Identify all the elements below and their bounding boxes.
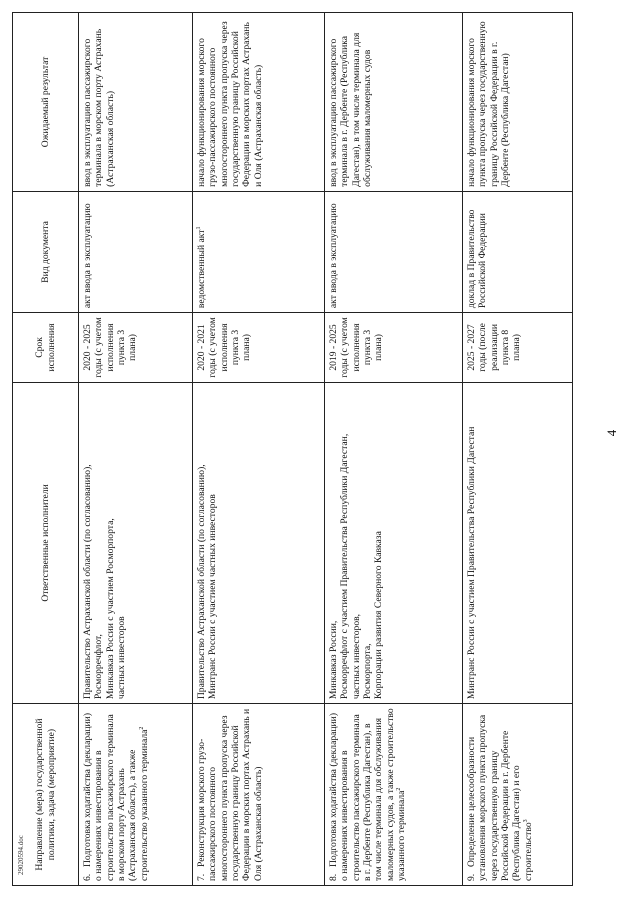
cell-deadline: 2019 - 2025 годы (с учетом исполнения пункта 3 плана) (325, 313, 463, 383)
row-number: 8. (328, 873, 339, 881)
direction-text: Реконструкция морского грузо-пассажирского постоянного многостороннего пункта пропуска через государственную границу Российской Федерации в морских портах Астрахань и Оля (Астраханская область) (196, 708, 264, 881)
doc-type-text: доклад в Правительство Российской Федерации (466, 209, 489, 309)
plan-table (12, 12, 573, 886)
cell-result: начало функционирования морского грузо-пассажирского постоянного многостороннего пункта пропуска через государственную границу Российской Федерации в морских портах Астрахань и Оля (Астраханская область) (193, 13, 325, 192)
table-header-row (13, 13, 79, 886)
cell-deadline: 2025 - 2027 годы (после реализации пункта 8 плана) (463, 313, 573, 383)
table-row (463, 13, 573, 886)
table-row (193, 13, 325, 886)
cell-executors: Правительство Астраханской области (по согласованию), Минтранс России с участием частных инвесторов (193, 382, 325, 703)
direction-text: Подготовка ходатайства (декларации) о намерениях инвестирования в строительство пассажирского терминала в г. Дербенте (Республика Дагестан), в том числе терминала для обслуживания маломерных судов, а также строительство указанного терминала (328, 708, 407, 881)
cell-doc-type (79, 191, 193, 312)
row-number: 6. (82, 873, 93, 881)
footnote-mark: 2 (395, 787, 402, 791)
cell-doc-type (325, 191, 463, 312)
table-row (79, 13, 193, 886)
cell-executors: Минкавказ России, Росморречфлот с участием Правительства Республики Дагестан, частных инвесторов, Росморпорта, Корпорации развития Северного Кавказа (325, 382, 463, 703)
footnote-mark: 2 (138, 726, 145, 730)
direction-text: Определение целесообразности установления морского пункта пропуска через государственную границу Российской Федерации в г. Дербенте (Республика Дагестан) и его строительство (466, 714, 534, 881)
row-number: 7. (196, 873, 207, 881)
document-code: 29020594.doc (17, 835, 25, 875)
cell-result: ввод в эксплуатацию пассажирского терминала в морском порту Астрахань (Астраханская область) (79, 13, 193, 192)
header-result: Ожидаемый результат (13, 13, 79, 192)
cell-direction (193, 704, 325, 886)
cell-direction (325, 704, 463, 886)
header-executors: Ответственные исполнители (13, 382, 79, 703)
cell-deadline: 2020 - 2021 годы (с учетом исполнения пункта 3 плана) (193, 313, 325, 383)
footnote-mark: 1 (195, 226, 202, 230)
doc-type-text: акт ввода в эксплуатацию (328, 203, 339, 309)
cell-executors: Минтранс России с участием Правительства Республики Дагестан (463, 382, 573, 703)
header-direction: Направление (мера) государственной политики, задача (мероприятие) (13, 704, 79, 886)
doc-type-text: акт ввода в эксплуатацию (82, 203, 93, 309)
cell-doc-type (463, 191, 573, 312)
cell-result: начало функционирования морского пункта пропуска через государственную границу Российской Федерации в г. Дербенте (Республика Дагестан) (463, 13, 573, 192)
cell-deadline: 2020 - 2025 годы (с учетом исполнения пункта 3 плана) (79, 313, 193, 383)
direction-text: Подготовка ходатайства (декларации) о намерениях инвестирования в строительство пассажирского терминала в морском порту Астрахань (Астраханская область), а также строительство указанного терминала (82, 712, 150, 881)
footnote-mark: 3 (522, 819, 529, 823)
plan-table-rotated (12, 12, 572, 886)
table-row (325, 13, 463, 886)
row-number: 9. (466, 873, 477, 881)
page-number: 4 (604, 429, 619, 437)
cell-direction (79, 704, 193, 886)
header-deadline: Срок исполнения (13, 313, 79, 383)
cell-direction (463, 704, 573, 886)
cell-executors: Правительство Астраханской области (по согласованию), Росморречфлот, Минкавказ России с участием Росморпорта, частных инвесторов (79, 382, 193, 703)
cell-result: ввод в эксплуатацию пассажирского терминала в г. Дербенте (Республика Дагестан), в том числе терминала для обслуживания маломерных судов (325, 13, 463, 192)
header-doc-type: Вид документа (13, 191, 79, 312)
cell-doc-type (193, 191, 325, 312)
doc-type-text: ведомственный акт (196, 229, 207, 309)
